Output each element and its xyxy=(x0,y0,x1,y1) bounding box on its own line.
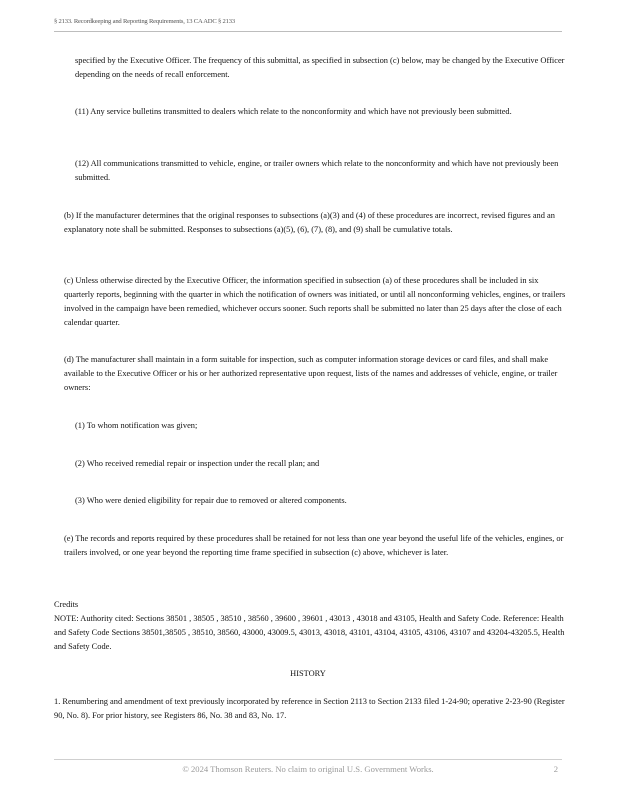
paragraph-a11: (11) Any service bulletins transmitted to dealers which relate to the nonconformity and which have not previously been submitted. xyxy=(75,107,512,116)
footer-copyright: © 2024 Thomson Reuters. No claim to original U.S. Government Works. xyxy=(182,764,434,774)
running-header: § 2133. Recordkeeping and Reporting Requirements, 13 CA ADC § 2133 xyxy=(54,18,562,32)
paragraph-a12: (12) All communications transmitted to vehicle, engine, or trailer owners which relate to the nonconformity and which have not previously been submitted. xyxy=(75,159,559,182)
paragraph-d1: (1) To whom notification was given; xyxy=(75,421,198,430)
history-heading: HISTORY xyxy=(290,669,326,678)
footer-divider xyxy=(54,759,562,760)
credits-heading: Credits xyxy=(54,600,79,609)
paragraph-d: (d) The manufacturer shall maintain in a form suitable for inspection, such as computer information storage devices or card files, and shall make available to the Executive Officer or his or her authorized representative upon request, lists of the names and addresses of vehicle, engine, or trailer owners: xyxy=(64,355,558,392)
history-item: 1. Renumbering and amendment of text previously incorporated by reference in Section 2113 to Section 2133 filed 1-24-90; operative 2-23-90 (Register 90, No. 8). For prior history, see Registers 86, No. 38 and 83, No. 17. xyxy=(54,697,565,720)
paragraph-b: (b) If the manufacturer determines that the original responses to subsections (a)(3) and (4) of these procedures are incorrect, revised figures and an explanatory note shall be submitted. Responses to subsections (a)(5), (6), (7), (8), and (9) shall be cumulative totals. xyxy=(64,211,555,234)
paragraph-c: (c) Unless otherwise directed by the Executive Officer, the information specified in subsection (a) of these procedures shall be included in six quarterly reports, beginning with the quarter in which the notification of owners was initiated, or until all nonconforming vehicles, engines, or trailers involved in the campaign have been remedied, whichever occurs sooner. Such reports shall be submitted no later than 25 days after the close of each calendar quarter. xyxy=(64,276,566,327)
paragraph-e: (e) The records and reports required by these procedures shall be retained for not less than one year beyond the useful life of the vehicles, engines, or trailers involved, or one year beyond the reporting time frame specified in subsection (c) above, whichever is later. xyxy=(64,534,564,557)
paragraph-continuation: specified by the Executive Officer. The frequency of this submittal, as specified in subsection (c) below, may be changed by the Executive Officer depending on the needs of recall enforcement. xyxy=(75,56,565,79)
paragraph-d2: (2) Who received remedial repair or inspection under the recall plan; and xyxy=(75,459,320,468)
page-number: 2 xyxy=(553,764,558,774)
credits-note: NOTE: Authority cited: Sections 38501 , 38505 , 38510 , 38560 , 39600 , 39601 , 43013 , 43018 and 43105, Health and Safety Code. Reference: Health and Safety Code Sections 38501,38505 , 38510, 38560, 43000, 43009.5, 43013, 43018, 43101, 43104, 43105, 43106, 43107 and 43204-43205.5, Health and Safety Code. xyxy=(54,614,565,651)
paragraph-d3: (3) Who were denied eligibility for repair due to removed or altered components. xyxy=(75,496,347,505)
